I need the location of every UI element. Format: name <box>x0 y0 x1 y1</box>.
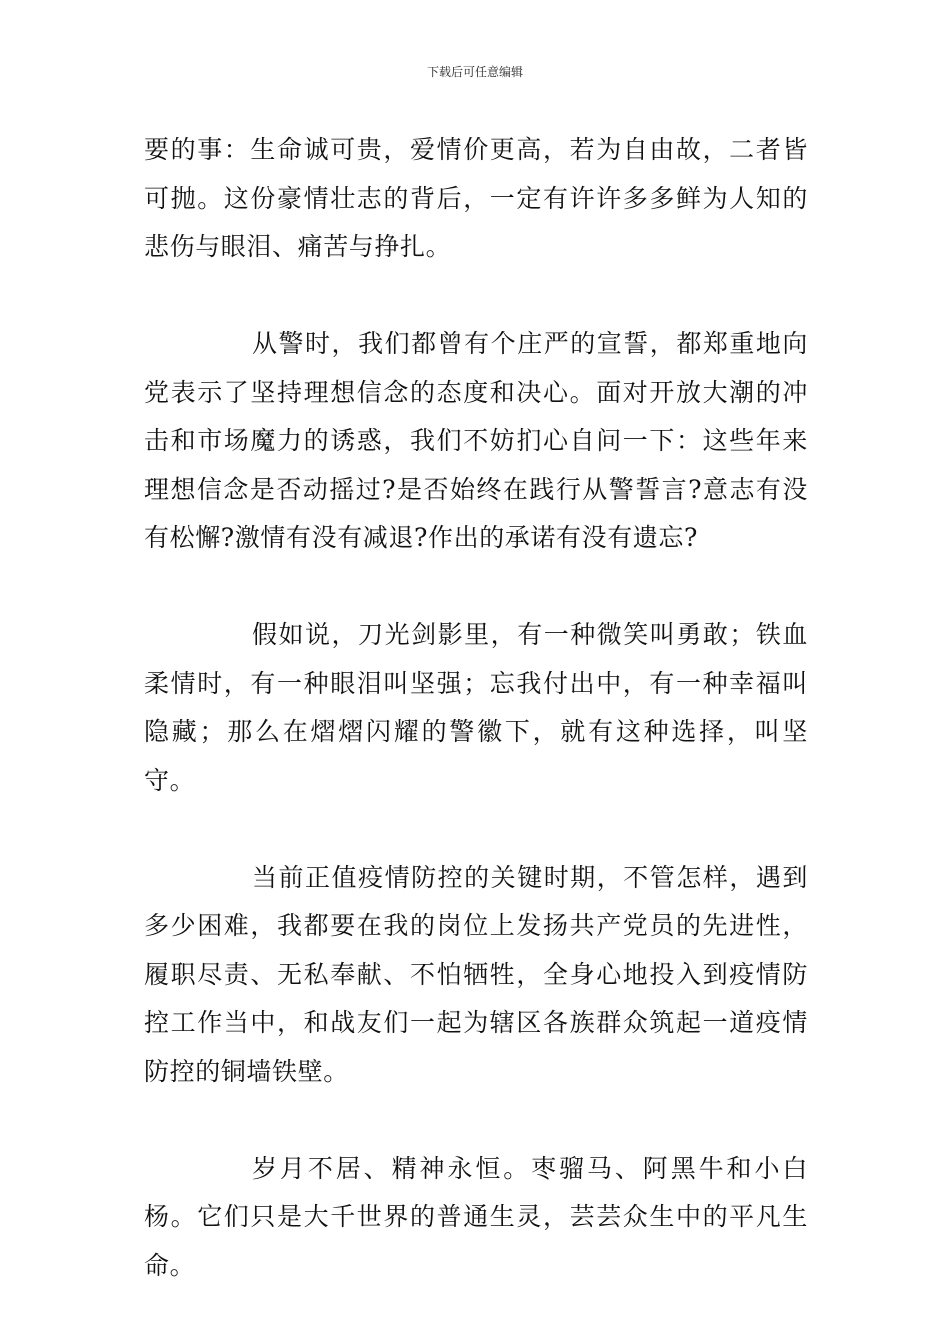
paragraph-4: 当前正值疫情防控的关键时期，不管怎样，遇到多少困难，我都要在我的岗位上发扬共产党员的先进性，履职尽责、无私奉献、不怕牺牲，全身心地投入到疫情防控工作当中，和战友们一起为辖区各族群众筑起一道疫情防控的铜墙铁壁。 <box>144 862 808 1086</box>
paragraph-5: 岁月不居、精神永恒。枣骝马、阿黑牛和小白杨。它们只是大千世界的普通生灵，芸芸众生中的平凡生命。 <box>144 1153 808 1280</box>
page-header: 下载后可任意编辑 <box>426 65 523 79</box>
document-body <box>144 126 808 1290</box>
paragraph-2: 从警时，我们都曾有个庄严的宣誓，都郑重地向党表示了坚持理想信念的态度和决心。面对开放大潮的冲击和市场魔力的诱惑，我们不妨扪心自问一下：这些年来理想信念是否动摇过?是否始终在践行从警誓言?意志有没有松懈?激情有没有减退?作出的承诺有没有遗忘? <box>144 329 808 552</box>
paragraph-1: 要的事：生命诚可贵，爱情价更高，若为自由故，二者皆可抛。这份豪情壮志的背后，一定有许许多多鲜为人知的悲伤与眼泪、痛苦与挣扎。 <box>144 135 808 261</box>
paragraph-3: 假如说，刀光剑影里，有一种微笑叫勇敢；铁血柔情时，有一种眼泪叫坚强；忘我付出中，有一种幸福叫隐藏；那么在熠熠闪耀的警徽下，就有这种选择，叫坚守。 <box>144 620 808 795</box>
